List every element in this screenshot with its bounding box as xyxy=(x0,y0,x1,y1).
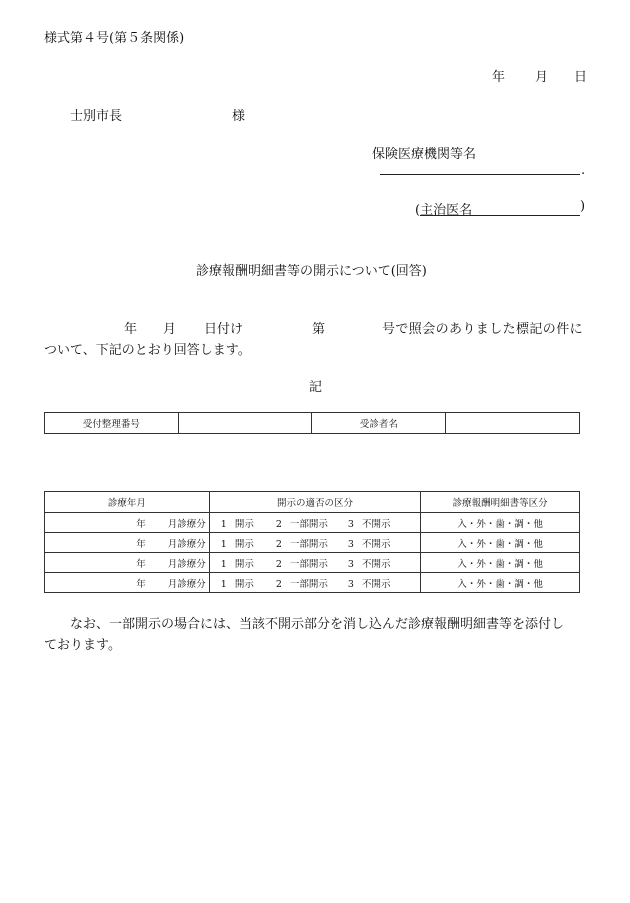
institution-dot: . xyxy=(581,163,586,178)
body-year: 年 xyxy=(124,322,138,337)
treatment-month-cell: 年 月診療分 xyxy=(45,553,210,573)
date-day: 日 xyxy=(574,70,588,85)
ki-heading: 記 xyxy=(309,380,323,395)
detail-table xyxy=(44,491,580,593)
disclosure-cell: 1 開示 2 一部開示 3 不開示 xyxy=(209,573,420,593)
header-category: 診療報酬明細書等区分 xyxy=(421,492,580,513)
doctor-underline xyxy=(420,215,580,216)
date-month: 月 xyxy=(535,70,549,85)
category-cell: 入・外・歯・調・他 xyxy=(421,553,580,573)
disclosure-cell: 1 開示 2 一部開示 3 不開示 xyxy=(209,533,420,553)
detail-header-row xyxy=(45,492,580,513)
treatment-month-cell: 年 月診療分 xyxy=(45,573,210,593)
body-line1-tail: 号で照会のありました標記の件に xyxy=(382,322,584,337)
category-cell: 入・外・歯・調・他 xyxy=(421,533,580,553)
reception-number-label: 受付整理番号 xyxy=(45,413,179,434)
addressee-name: 士別市長 xyxy=(70,109,123,124)
disclosure-cell: 1 開示 2 一部開示 3 不開示 xyxy=(209,513,420,533)
body-month: 月 xyxy=(163,322,177,337)
category-cell: 入・外・歯・調・他 xyxy=(421,573,580,593)
reception-number-field[interactable] xyxy=(178,413,312,434)
body-dated: 日付け xyxy=(204,322,244,337)
doctor-close: ) xyxy=(580,199,586,214)
note-line1: なお、一部開示の場合には、当該不開示部分を消し込んだ診療報酬明細書等を添付し xyxy=(70,617,565,632)
table-row xyxy=(45,573,580,593)
form-number: 様式第４号(第５条関係) xyxy=(44,31,185,46)
note-line2: ております。 xyxy=(44,638,121,653)
institution-underline xyxy=(380,174,580,175)
document-title: 診療報酬明細書等の開示について(回答) xyxy=(196,264,427,279)
patient-name-label: 受診者名 xyxy=(312,413,446,434)
table-row xyxy=(45,553,580,573)
disclosure-cell: 1 開示 2 一部開示 3 不開示 xyxy=(209,553,420,573)
table-row xyxy=(45,533,580,553)
body-number-prefix: 第 xyxy=(312,322,326,337)
header-treatment-month: 診療年月 xyxy=(45,492,210,513)
addressee-honorific: 様 xyxy=(232,109,246,124)
header-disclosure: 開示の適否の区分 xyxy=(209,492,420,513)
info-table xyxy=(44,412,580,434)
institution-label: 保険医療機関等名 xyxy=(372,147,477,162)
doctor-label: (主治医名 xyxy=(415,203,473,218)
patient-name-field[interactable] xyxy=(446,413,580,434)
treatment-month-cell: 年 月診療分 xyxy=(45,533,210,553)
table-row xyxy=(45,513,580,533)
date-year: 年 xyxy=(492,70,506,85)
category-cell: 入・外・歯・調・他 xyxy=(421,513,580,533)
body-line2: ついて、下記のとおり回答します。 xyxy=(44,343,251,358)
treatment-month-cell: 年 月診療分 xyxy=(45,513,210,533)
